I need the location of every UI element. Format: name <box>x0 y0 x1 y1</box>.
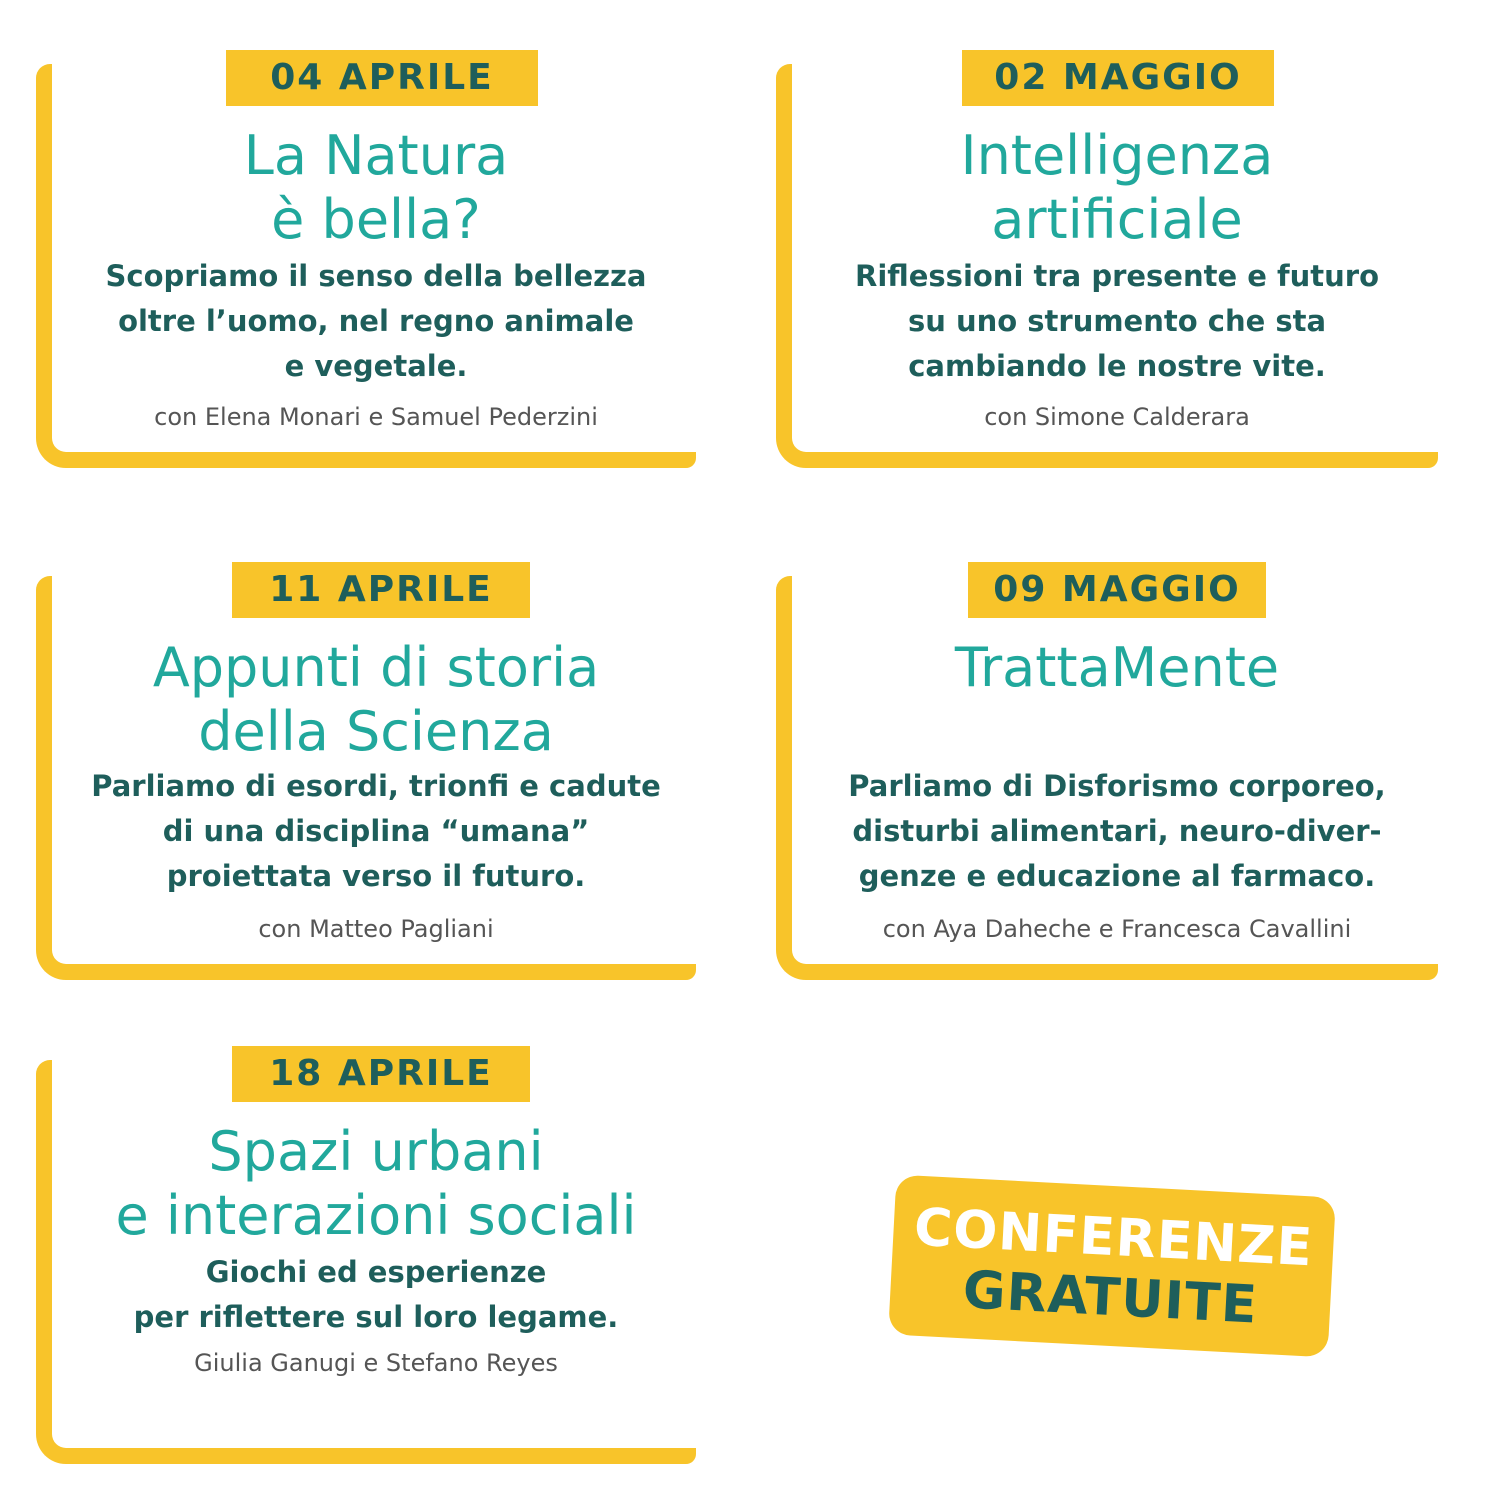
event-speakers: con Matteo Pagliani <box>258 915 494 943</box>
date-badge: 11 APRILE <box>232 562 530 618</box>
date-badge: 02 MAGGIO <box>962 50 1274 106</box>
date-badge: 18 APRILE <box>232 1046 530 1102</box>
free-conferences-badge <box>888 1175 1336 1358</box>
event-description: Scopriamo il senso della bellezza oltre l’uomo, nel regno animale e vegetale. <box>105 259 647 383</box>
event-card-18-aprile <box>36 1053 696 1464</box>
event-description: Giochi ed esperienze per riflettere sul loro legame. <box>133 1255 619 1334</box>
event-speakers: Giulia Ganugi e Stefano Reyes <box>194 1349 558 1377</box>
event-description: Riflessioni tra presente e futuro su uno strumento che sta cambiando le nostre vite. <box>854 259 1380 383</box>
event-speakers: con Elena Monari e Samuel Pederzini <box>154 403 598 431</box>
event-card-11-aprile <box>36 569 696 980</box>
event-speakers: con Simone Calderara <box>984 403 1250 431</box>
date-badge: 04 APRILE <box>226 50 538 106</box>
event-card-02-maggio <box>776 57 1438 468</box>
event-description: Parliamo di Disforismo corporeo, disturbi alimentari, neuro-diver- genze e educazione al farmaco. <box>848 769 1386 893</box>
badge-line-gratuite: GRATUITE <box>961 1260 1260 1336</box>
event-description: Parliamo di esordi, trionfi e cadute di una disciplina “umana” proiettata verso il futuro. <box>91 769 661 893</box>
event-title: La Natura è bella? <box>243 124 509 251</box>
event-title: Spazi urbani e interazioni sociali <box>115 1120 637 1247</box>
event-speakers: con Aya Daheche e Francesca Cavallini <box>882 915 1352 943</box>
event-card-09-maggio <box>776 569 1438 980</box>
badge-line-conferenze: CONFERENZE <box>912 1197 1315 1279</box>
event-title: Appunti di storia della Scienza <box>152 636 600 763</box>
event-card-04-aprile <box>36 57 696 468</box>
date-badge: 09 MAGGIO <box>968 562 1266 618</box>
event-title: Intelligenza artificiale <box>960 124 1274 251</box>
event-title: TrattaMente <box>954 636 1280 699</box>
